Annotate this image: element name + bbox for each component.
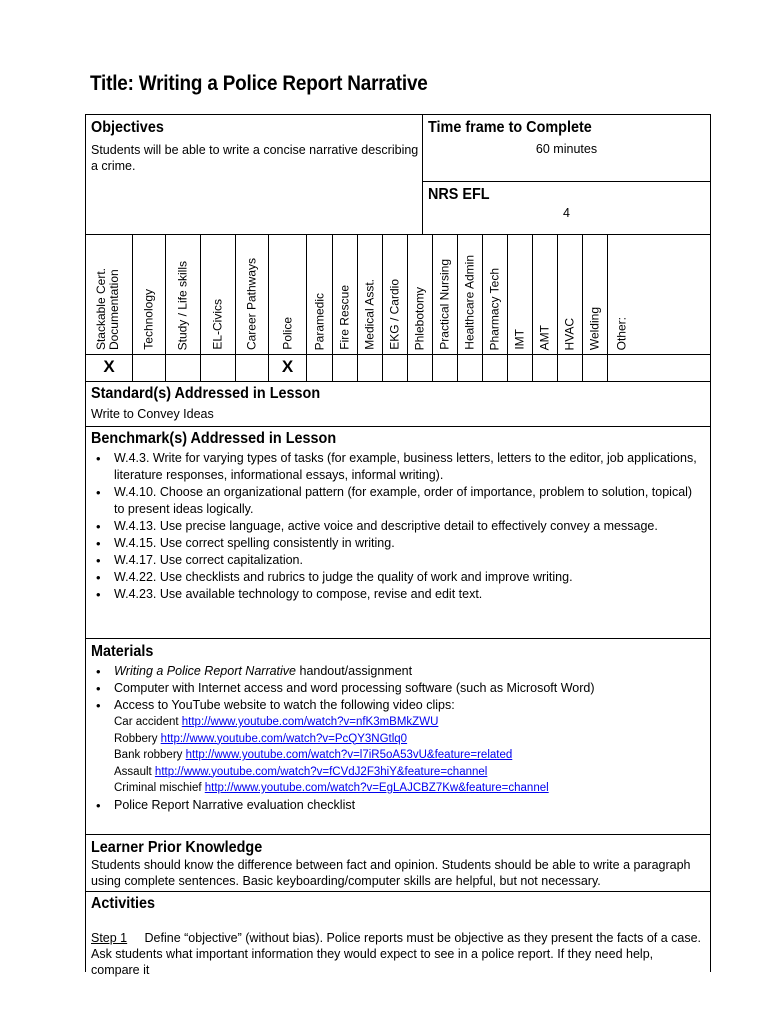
category-mark-cell bbox=[433, 355, 458, 381]
video-clip bbox=[91, 731, 705, 748]
benchmark-list bbox=[91, 450, 705, 603]
top-section bbox=[86, 115, 710, 235]
benchmarks-section bbox=[86, 427, 710, 639]
category-label-line1: Stackable Cert. bbox=[94, 267, 108, 350]
category-mark-cell bbox=[333, 355, 358, 381]
category-mark-cell bbox=[383, 355, 408, 381]
category-label: Paramedic bbox=[312, 292, 326, 350]
category-column bbox=[358, 235, 383, 354]
category-label: Fire Rescue bbox=[337, 285, 352, 350]
category-label: Police bbox=[280, 317, 294, 350]
category-column bbox=[166, 235, 201, 354]
category-mark-cell bbox=[583, 355, 608, 381]
step-text: Define “objective” (without bias). Police reports must be objective as they present the facts of a case. Ask students what important information they would expect to see in a police report. If they need help, compare it bbox=[91, 931, 702, 977]
benchmark-item: • W.4.13. Use precise language, active voice and descriptive detail to effectively convey a message. bbox=[91, 518, 705, 535]
category-grid bbox=[86, 235, 710, 355]
objectives-text: Students will be able to write a concise narrative describing a crime. bbox=[91, 143, 419, 173]
activity-step bbox=[91, 930, 705, 978]
category-mark-cell bbox=[269, 355, 307, 381]
category-label-line2: Documentation bbox=[107, 269, 121, 350]
category-label: AMT bbox=[537, 324, 552, 350]
materials-section bbox=[86, 639, 710, 835]
clip-label: Bank robbery bbox=[114, 749, 186, 761]
category-mark-cell bbox=[408, 355, 433, 381]
step-label: Step 1 bbox=[91, 931, 128, 945]
category-mark-cell bbox=[533, 355, 558, 381]
list-item bbox=[91, 697, 705, 797]
category-mark-cell bbox=[458, 355, 483, 381]
category-column bbox=[236, 235, 269, 354]
materials-heading: Materials bbox=[91, 643, 154, 660]
category-mark-cell bbox=[166, 355, 201, 381]
nrs-efl-value: 4 bbox=[563, 206, 570, 220]
activities-section bbox=[86, 892, 710, 977]
benchmark-item: • W.4.10. Choose an organizational pattern (for example, order of importance, problem to solution, topical) to present ideas logically. bbox=[91, 484, 705, 518]
video-clip bbox=[91, 764, 705, 781]
clip-link[interactable]: http://www.youtube.com/watch?v=EgLAJCBZ7Kw&feature=channel bbox=[204, 782, 549, 794]
benchmarks-heading: Benchmark(s) Addressed in Lesson bbox=[91, 430, 337, 447]
category-mark-cell bbox=[558, 355, 583, 381]
youtube-access-text: Access to YouTube website to watch the following video clips: bbox=[114, 698, 455, 712]
benchmark-item: • W.4.15. Use correct spelling consistently in writing. bbox=[91, 535, 705, 552]
video-clip bbox=[91, 780, 705, 797]
clip-link[interactable]: http://www.youtube.com/watch?v=fCVdJ2F3hiY&feature=channel bbox=[154, 765, 488, 778]
category-mark-cell bbox=[133, 355, 166, 381]
time-frame-heading: Time frame to Complete bbox=[428, 119, 592, 136]
objectives-heading: Objectives bbox=[91, 119, 164, 136]
category-label: IMT bbox=[512, 329, 527, 350]
activities-heading: Activities bbox=[91, 895, 156, 912]
benchmark-item: • W.4.3. Write for varying types of tasks (for example, business letters, letters to the editor, job applications, literature responses, informational essays, informal writing). bbox=[91, 450, 705, 484]
time-efl-cell bbox=[423, 115, 710, 234]
category-label: Welding bbox=[587, 306, 602, 350]
category-column bbox=[269, 235, 307, 354]
category-label bbox=[95, 268, 123, 350]
list-item bbox=[91, 663, 705, 680]
category-mark-cell bbox=[236, 355, 269, 381]
handout-desc: handout/assignment bbox=[296, 664, 413, 678]
standards-heading: Standard(s) Addressed in Lesson bbox=[91, 385, 321, 402]
video-clip-list bbox=[91, 714, 705, 797]
clip-link[interactable]: http://www.youtube.com/watch?v=PcQY3NGtlq0 bbox=[160, 732, 408, 745]
benchmark-item: • W.4.22. Use checklists and rubrics to judge the quality of work and improve writing. bbox=[91, 569, 705, 586]
lesson-plan-table bbox=[85, 114, 711, 977]
category-label: Career Pathways bbox=[244, 257, 259, 350]
category-column bbox=[483, 235, 508, 354]
category-column bbox=[133, 235, 166, 354]
category-label: EL-Civics bbox=[210, 299, 225, 350]
time-frame-value: 60 minutes bbox=[535, 142, 598, 156]
category-column bbox=[533, 235, 558, 354]
prior-knowledge-heading: Learner Prior Knowledge bbox=[91, 839, 263, 856]
prior-knowledge-text: Students should know the difference between fact and opinion. Students should be able to write a paragraph using complete sentences. Basic keyboarding/computer skills are helpful, but not necessary. bbox=[91, 858, 691, 888]
category-label: Other: bbox=[614, 316, 628, 350]
standards-section bbox=[86, 382, 710, 427]
category-mark-cell bbox=[201, 355, 236, 381]
category-label: Healthcare Admin bbox=[462, 255, 477, 350]
benchmark-item: • W.4.23. Use available technology to compose, revise and edit text. bbox=[91, 586, 705, 603]
video-clip bbox=[91, 747, 705, 764]
category-column bbox=[458, 235, 483, 354]
category-mark-cell bbox=[358, 355, 383, 381]
list-item: • Computer with Internet access and word processing software (such as Microsoft Word) bbox=[91, 680, 705, 697]
standards-text: Write to Convey Ideas bbox=[91, 407, 214, 421]
category-label: EKG / Cardio bbox=[387, 279, 402, 350]
nrs-efl-cell bbox=[423, 182, 710, 234]
category-label: Phlebotomy bbox=[412, 286, 427, 350]
category-column bbox=[201, 235, 236, 354]
category-column bbox=[433, 235, 458, 354]
category-mark-cell bbox=[307, 355, 333, 381]
clip-link[interactable]: http://www.youtube.com/watch?v=l7iR5oA53vU&feature=related bbox=[185, 749, 513, 761]
objectives-cell bbox=[86, 115, 423, 234]
category-column bbox=[508, 235, 533, 354]
category-column bbox=[383, 235, 408, 354]
category-label: Study / Life skills bbox=[175, 260, 190, 350]
nrs-efl-heading: NRS EFL bbox=[428, 186, 490, 203]
benchmark-item: • W.4.17. Use correct capitalization. bbox=[91, 552, 705, 569]
category-label: Medical Asst. bbox=[362, 279, 377, 350]
category-column bbox=[608, 235, 635, 354]
clip-label: Assault bbox=[114, 765, 155, 778]
prior-knowledge-section bbox=[86, 835, 710, 892]
category-mark-cell bbox=[508, 355, 533, 381]
materials-list bbox=[91, 663, 705, 814]
page-title: Title: Writing a Police Report Narrative bbox=[90, 72, 428, 95]
category-label: HVAC bbox=[562, 317, 577, 350]
category-column bbox=[307, 235, 333, 354]
clip-link[interactable]: http://www.youtube.com/watch?v=nfK3mBMkZWU bbox=[181, 716, 439, 728]
checkmark-x: X bbox=[103, 357, 115, 376]
category-column bbox=[333, 235, 358, 354]
list-item: • Police Report Narrative evaluation checklist bbox=[91, 797, 705, 814]
category-marks bbox=[86, 355, 710, 382]
category-column bbox=[583, 235, 608, 354]
category-label: Technology bbox=[141, 289, 156, 350]
clip-label: Criminal mischief bbox=[114, 782, 205, 794]
clip-label: Robbery bbox=[114, 732, 161, 745]
clip-label: Car accident bbox=[114, 716, 182, 728]
checkmark-x: X bbox=[281, 357, 294, 376]
category-label: Pharmacy Tech bbox=[487, 267, 502, 350]
category-mark-cell bbox=[483, 355, 508, 381]
category-mark-cell bbox=[608, 355, 635, 381]
time-frame-cell bbox=[423, 115, 710, 182]
category-column bbox=[558, 235, 583, 354]
category-column bbox=[408, 235, 433, 354]
category-label: Practical Nursing bbox=[437, 259, 452, 350]
handout-title: Writing a Police Report Narrative bbox=[114, 664, 297, 678]
category-mark-cell bbox=[86, 355, 133, 381]
video-clip bbox=[91, 714, 705, 731]
category-column bbox=[86, 235, 133, 354]
